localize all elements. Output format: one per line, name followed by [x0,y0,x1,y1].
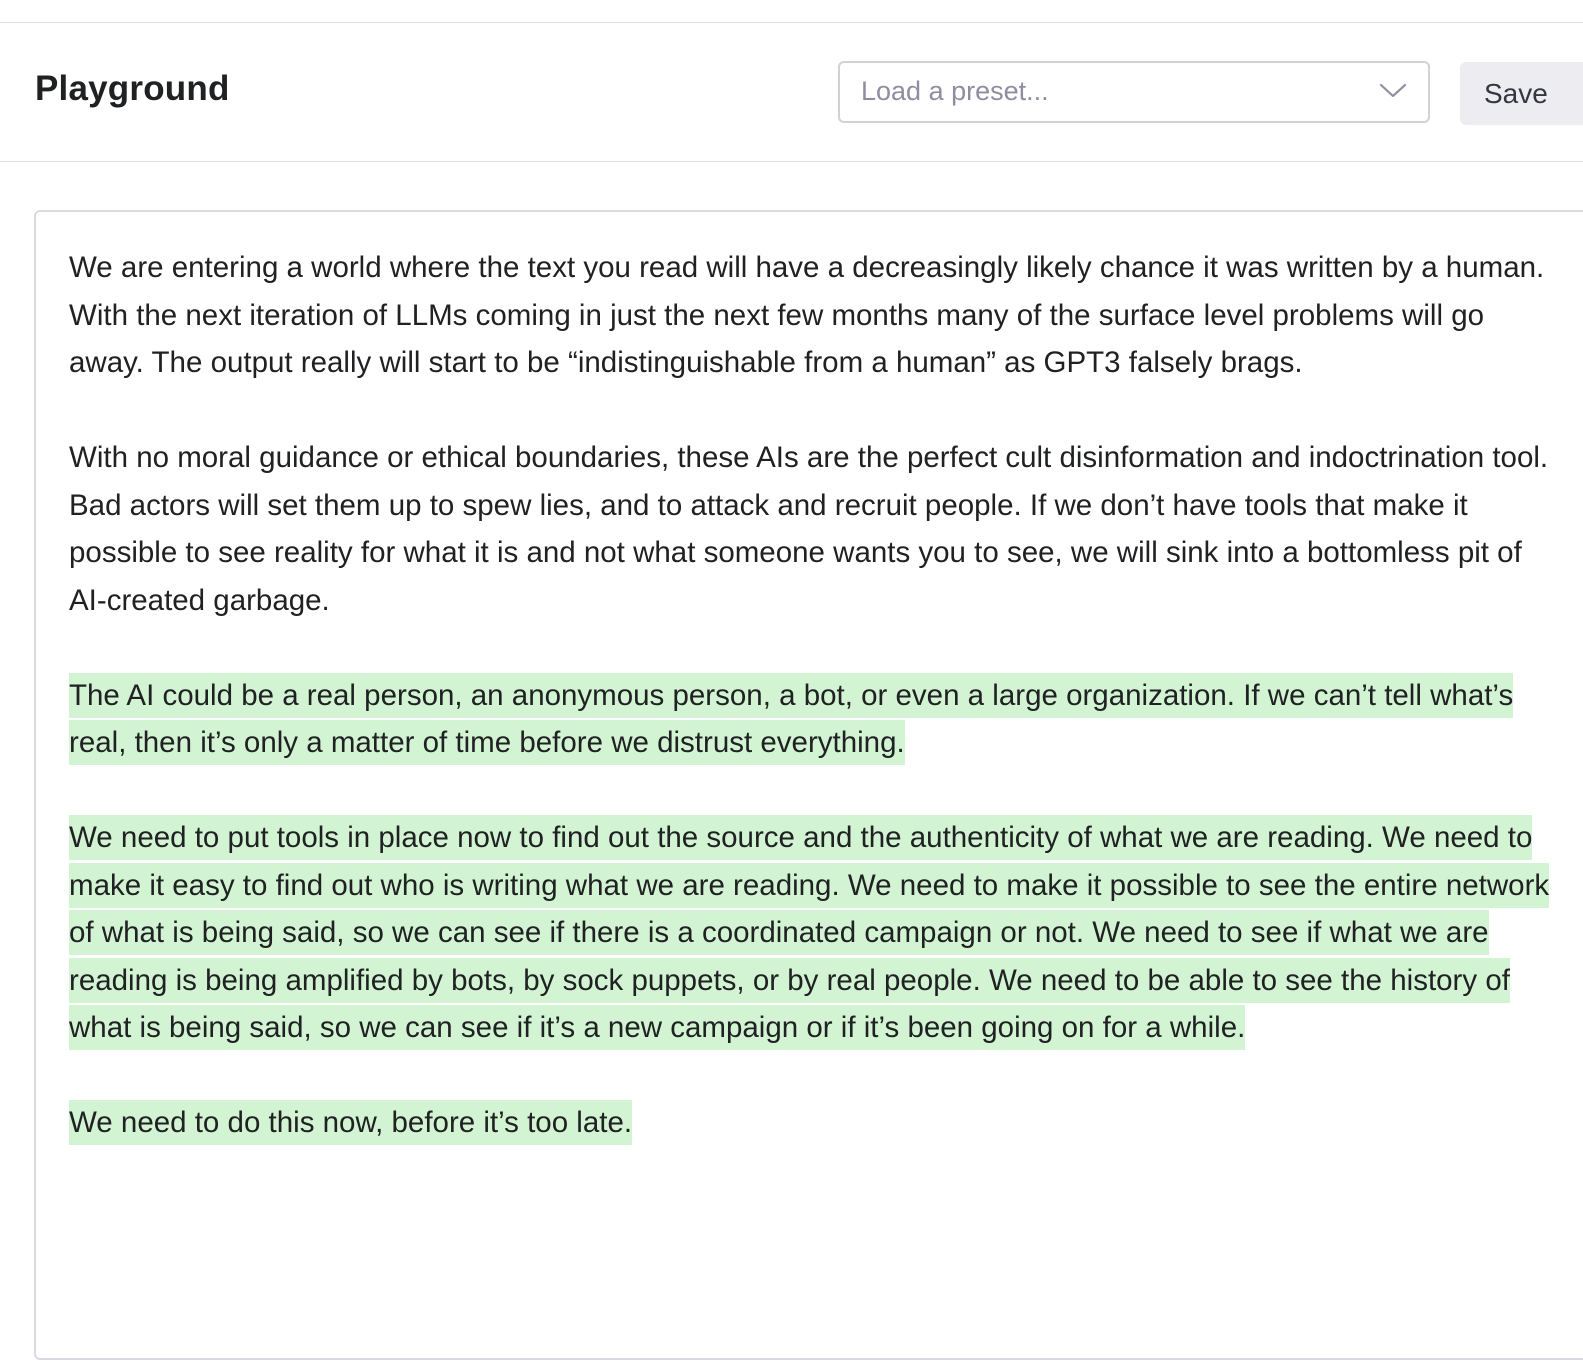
editor-text [69,244,1559,1194]
paragraph [69,434,1559,624]
paragraph-text: We are entering a world where the text you read will have a decreasingly likely chance it was written by a human. With the next iteration of LLMs coming in just the next few months many of the surface level problems will go away. The output really will start to be “indistinguishable from a human” as GPT3 falsely brags. [69,251,1545,379]
preset-placeholder: Load a preset... [861,76,1049,106]
save-button[interactable]: Save [1460,62,1583,125]
completion-text: The AI could be a real person, an anonymous person, a bot, or even a large organization. If we can’t tell what’s real, then it’s only a matter of time before we distrust everything. [69,673,1513,766]
completion-text: We need to put tools in place now to find out the source and the authenticity of what we are reading. We need to make it easy to find out who is writing what we are reading. We need to make it possible to see the entire network of what is being said, so we can see if there is a coordinated campaign or not. We need to see if what we are reading is being amplified by bots, by sock puppets, or by real people. We need to be able to see the history of what is being said, so we can see if it’s a new campaign or if it’s been going on for a while. [69,815,1549,1050]
chevron-down-icon [1378,77,1408,103]
prompt-editor[interactable] [34,210,1583,1360]
playground-header [0,23,1583,162]
paragraph [69,244,1559,387]
page-title: Playground [35,69,230,108]
preset-dropdown[interactable] [838,61,1430,123]
completion-text: We need to do this now, before it’s too late. [69,1100,632,1145]
paragraph-text: With no moral guidance or ethical boundaries, these AIs are the perfect cult disinformation and indoctrination tool. Bad actors will set them up to spew lies, and to attack and recruit people. If we don’t have tools that make it possible to see reality for what it is and not what someone wants you to see, we will sink into a bottomless pit of AI-created garbage. [69,441,1549,617]
completion-paragraph [69,814,1559,1052]
completion-paragraph [69,672,1559,767]
completion-paragraph [69,1099,1559,1147]
